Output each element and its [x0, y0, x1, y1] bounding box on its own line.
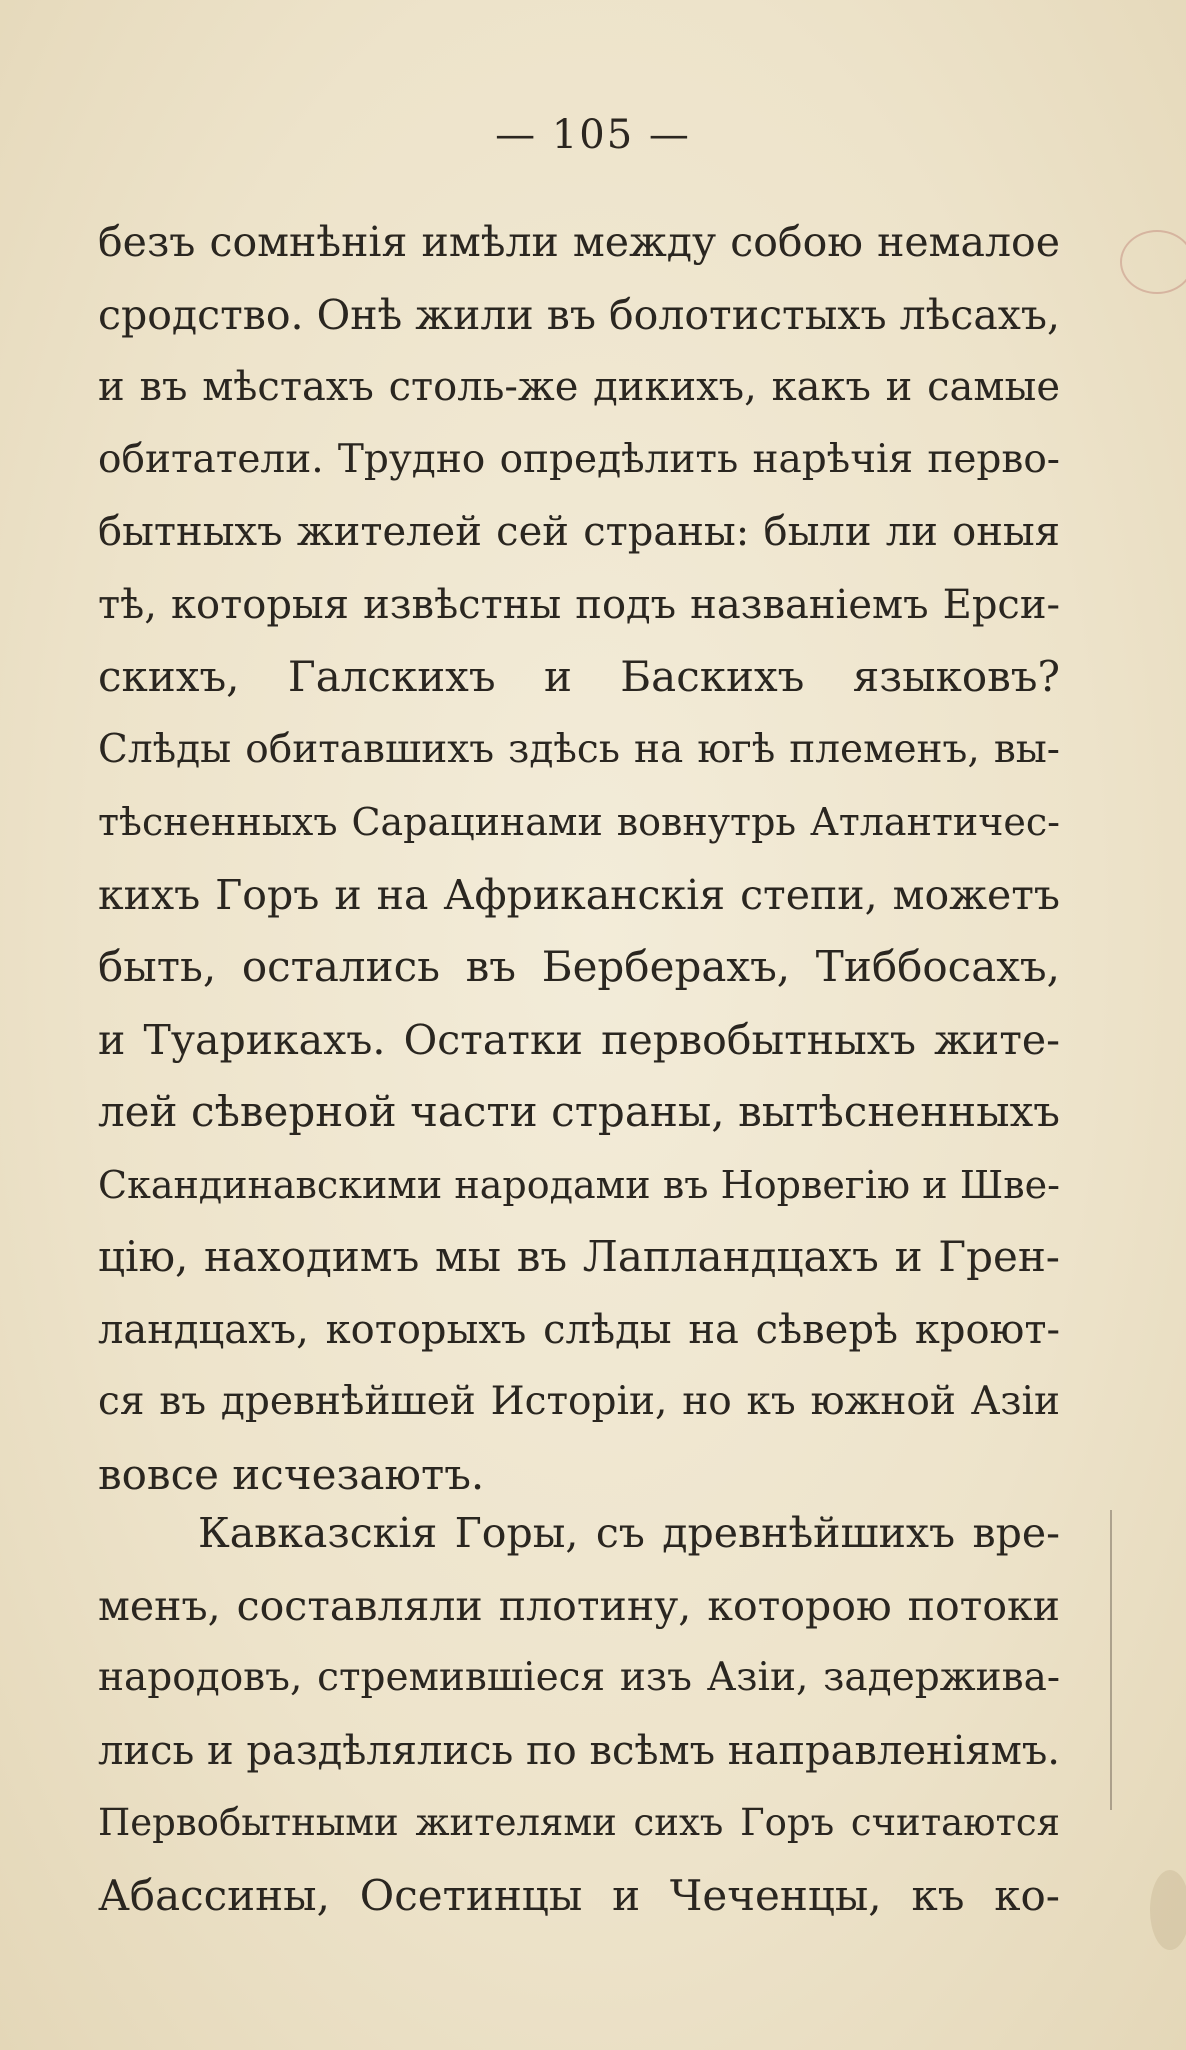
margin-mark: [1110, 1510, 1112, 1810]
text-line: тѣсненныхъ Сарацинами вовнутрь Атлантичес-: [98, 800, 1060, 844]
text-line: Кавказскія Горы, съ древнѣйшихъ вре-: [198, 1509, 1060, 1557]
text-line: Скандинавскими народами въ Норвегію и Шве-: [98, 1162, 1060, 1207]
paragraph: [98, 1497, 1060, 1932]
text-line: и Туарикахъ. Остатки первобытныхъ жите-: [98, 1015, 1060, 1064]
text-line: цію, находимъ мы въ Лапландцахъ и Грен-: [98, 1232, 1060, 1281]
paragraph: [98, 206, 1060, 1511]
text-line: менъ, составляли плотину, которою потоки: [98, 1581, 1060, 1630]
text-line: сродство. Онѣ жили въ болотистыхъ лѣсахъ,: [98, 290, 1060, 339]
text-line: скихъ, Галскихъ и Баскихъ языковъ?: [98, 652, 1060, 701]
paper-stain: [1150, 1870, 1186, 1950]
text-line: быть, остались въ Берберахъ, Тиббосахъ,: [98, 942, 1060, 991]
text-line: безъ сомнѣнія имѣли между собою немалое: [98, 218, 1060, 266]
text-line: обитатели. Трудно опредѣлить нарѣчія перво-: [98, 436, 1060, 482]
text-line: ся въ древнѣйшей Исторіи, но къ южной Азіи: [98, 1379, 1060, 1424]
text-line: лись и раздѣлялись по всѣмъ направленіямъ.: [98, 1727, 1060, 1774]
text-line: Абассины, Осетинцы и Чеченцы, къ ко-: [98, 1870, 1060, 1920]
page-number: — 105 —: [495, 112, 691, 158]
text-line: лей сѣверной части страны, вытѣсненныхъ: [98, 1087, 1060, 1136]
text-line: кихъ Горъ и на Африканскія степи, можетъ: [98, 870, 1060, 919]
paper-stain: [1120, 230, 1186, 294]
text-line: вовсе исчезаютъ.: [98, 1449, 485, 1499]
text-line: бытныхъ жителей сей страны: были ли оныя: [98, 509, 1060, 555]
text-line: народовъ, стремившіеся изъ Азіи, задержива-: [98, 1655, 1060, 1700]
text-line: тѣ, которыя извѣстны подъ названіемъ Ерси-: [98, 581, 1060, 628]
text-line: ландцахъ, которыхъ слѣды на сѣверѣ кроют-: [98, 1306, 1060, 1353]
text-line: и въ мѣстахъ столь-же дикихъ, какъ и самые: [98, 364, 1060, 410]
text-line: Первобытными жителями сихъ Горъ считаются: [98, 1801, 1060, 1844]
text-line: Слѣды обитавшихъ здѣсь на югѣ племенъ, вы-: [98, 726, 1060, 772]
